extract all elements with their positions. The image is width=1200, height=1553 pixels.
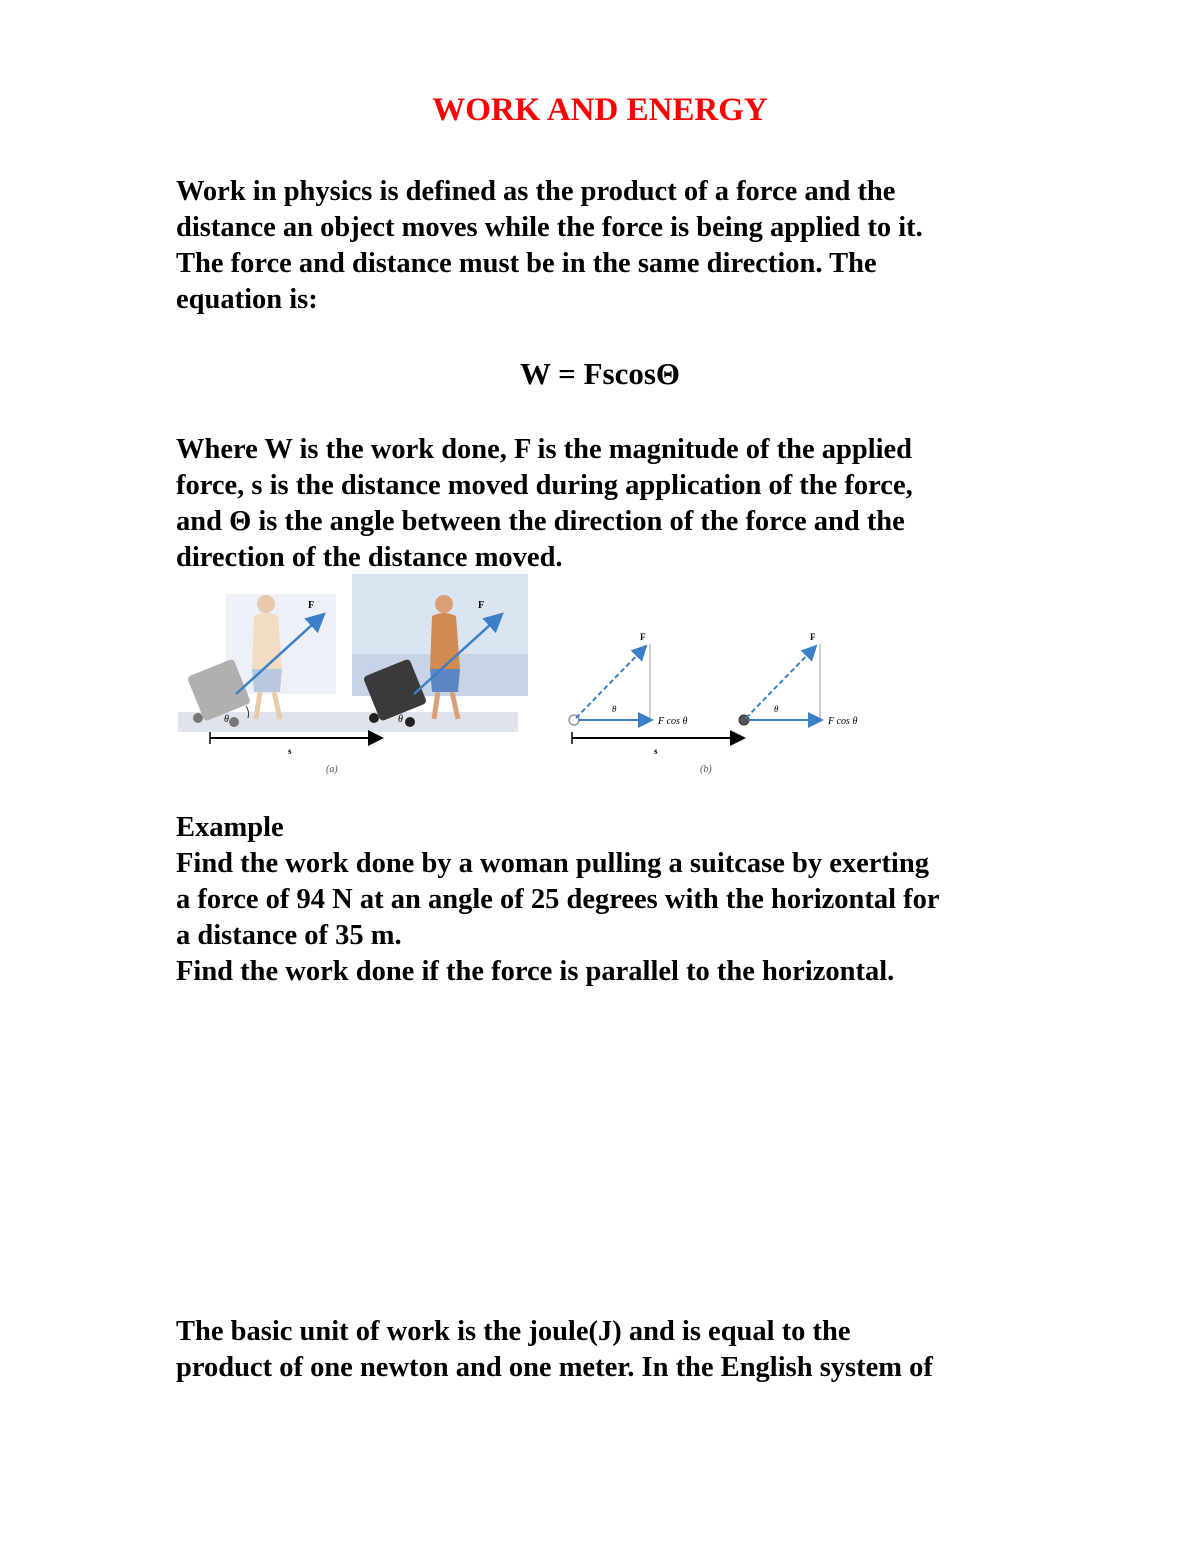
intro-line: equation is: <box>176 284 318 315</box>
force-label: F <box>640 632 646 642</box>
vector-diagram-right <box>739 632 857 727</box>
vector-diagram-left <box>569 632 687 727</box>
caption-a: (a) <box>326 764 338 775</box>
example-line: Find the work done by a woman pulling a suitcase by exerting <box>176 848 929 879</box>
angle-label: θ <box>398 714 403 725</box>
component-label: F cos θ <box>828 716 858 727</box>
example-line: a distance of 35 m. <box>176 920 402 951</box>
caption-b: (b) <box>700 764 712 775</box>
definition-line: force, s is the distance moved during application of the force, <box>176 470 913 501</box>
work-equation: W = FscosΘ <box>519 356 681 391</box>
force-label: F <box>810 632 816 642</box>
page-title: WORK AND ENERGY <box>432 92 768 128</box>
force-vector <box>746 646 816 718</box>
distance-label: s <box>288 746 292 756</box>
example-section <box>176 810 1036 990</box>
example-line: a force of 94 N at an angle of 25 degrees with the horizontal for <box>176 884 940 915</box>
example-heading: Example <box>176 812 284 843</box>
force-label: F <box>308 600 315 611</box>
definition-line: direction of the distance moved. <box>176 542 563 573</box>
definition-line: and Θ is the angle between the direction of the force and the <box>176 506 905 537</box>
scene-a-right <box>352 574 528 727</box>
units-line: The basic unit of work is the joule(J) and is equal to the <box>176 1316 851 1347</box>
component-label: F cos θ <box>658 716 688 727</box>
intro-line: Work in physics is defined as the product of a force and the <box>176 176 896 207</box>
units-line: product of one newton and one meter. In the English system of <box>176 1352 933 1383</box>
angle-label: θ <box>612 704 617 714</box>
intro-line: The force and distance must be in the same direction. The <box>176 248 877 279</box>
angle-label: θ <box>774 704 779 714</box>
force-vector <box>576 646 646 718</box>
intro-paragraph <box>176 174 1036 318</box>
definition-paragraph <box>176 432 1036 576</box>
units-paragraph <box>176 1314 1036 1386</box>
example-line: Find the work done if the force is parallel to the horizontal. <box>176 956 895 987</box>
angle-label: θ <box>224 714 229 725</box>
distance-label: s <box>654 746 658 756</box>
force-label: F <box>478 600 485 611</box>
work-figure <box>176 574 896 784</box>
definition-line: Where W is the work done, F is the magnitude of the applied <box>176 434 913 465</box>
intro-line: distance an object moves while the force is being applied to it. <box>176 212 923 243</box>
